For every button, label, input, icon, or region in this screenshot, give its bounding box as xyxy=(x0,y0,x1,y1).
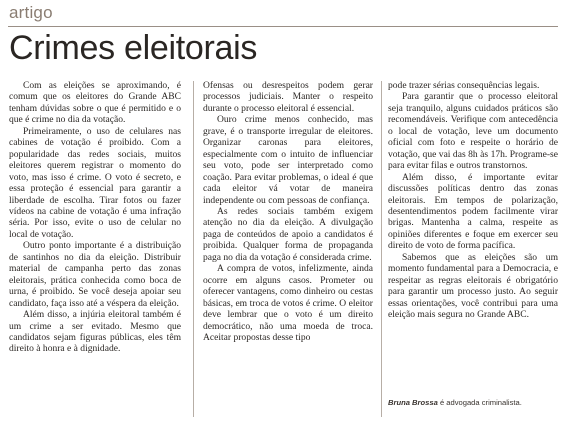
article-column-3 xyxy=(388,80,558,321)
section-divider xyxy=(8,26,558,27)
column-rule xyxy=(381,81,382,417)
article-paragraph: Para garantir que o processo eleitoral seja tranquilo, alguns cuidados práticos são recomendáveis. Verifique com antecedência o local de votação, leve um documento oficial com foto e respeite o horário de votação, que vai das 8h às 17h. Programe-se para evitar filas e outros transtornos. xyxy=(388,91,558,172)
article-paragraph: As redes sociais também exigem atenção no dia da eleição. A divulgação paga de conteúdos de apoio a candidatos é proibida. Qualquer forma de propaganda paga no dia da votação é considerada crime. xyxy=(203,205,373,263)
author-name: Bruna Brossa xyxy=(388,398,438,407)
article-paragraph: Além disso, é importante evitar discussões políticas dentro das zonas eleitorais. Em tempos de polarização, desentendimentos podem facilmente virar brigas. Mantenha a calma, respeite as opiniões diferentes e foque em exercer seu direito de voto de forma pacífica. xyxy=(388,171,558,252)
article-headline: Crimes eleitorais xyxy=(9,29,258,67)
column-rule xyxy=(193,81,194,417)
article-paragraph: Sabemos que as eleições são um momento fundamental para a Democracia, e respeitar as regras eleitorais é obrigatório para garantir um processo justo. Ao seguir essas orientações, você contribui para uma eleição mais segura no Grande ABC. xyxy=(388,251,558,321)
article-paragraph: Ofensas ou desrespeitos podem gerar processos judiciais. Manter o respeito durante o processo eleitoral é essencial. xyxy=(203,80,373,114)
section-label: artigo xyxy=(9,3,53,22)
article-paragraph: pode trazer sérias consequências legais. xyxy=(388,80,540,91)
article-column-2 xyxy=(203,80,373,343)
article-paragraph: Outro ponto importante é a distribuição de santinhos no dia da eleição. Distribuir material de campanha perto das zonas eleitorais, prática conhecida como boca de urna, é proibido. Se você deseja apoiar seu candidato, faça isso até a véspera da eleição. xyxy=(9,240,181,309)
author-credit xyxy=(388,398,560,407)
article-paragraph: Ouro crime menos conhecido, mas grave, é o transporte irregular de eleitores. Organizar caronas para eleitores, especialmente com o intuito de influenciar seu voto, pode ser interpretado como coação. Para evitar problemas, o ideal é que cada eleitor vá votar de maneira independente ou com pessoas de confiança. xyxy=(203,114,373,206)
article-column-1 xyxy=(9,80,181,355)
article-paragraph: A compra de votos, infelizmente, ainda ocorre em alguns casos. Prometer ou oferecer vantagens, como dinheiro ou cestas básicas, em troca de votos é crime. O eleitor deve lembrar que o voto é um direito democrático, não uma moeda de troca. Aceitar propostas desse tipo xyxy=(203,263,373,343)
article-paragraph: Com as eleições se aproximando, é comum que os eleitores do Grande ABC tenham dúvidas sobre o que é permitido e o que é crime no dia da votação. xyxy=(9,80,181,126)
article-paragraph: Primeiramente, o uso de celulares nas cabines de votação é proibido. Com a popularidade das redes sociais, muitos eleitores querem registrar o momento do voto, mas isso é crime. O voto é secreto, e essa proteção é essencial para garantir a liberdade de escolha. Tirar fotos ou fazer vídeos na cabine de votação é uma infração séria. Por isso, evite o uso de celular no local de votação. xyxy=(9,125,181,240)
article-paragraph: Além disso, a injúria eleitoral também é um crime a ser evitado. Mesmo que candidatos sejam figuras públicas, eles têm direito à honra e à dignidade. xyxy=(9,309,181,355)
author-role: é advogada criminalista. xyxy=(439,398,522,407)
